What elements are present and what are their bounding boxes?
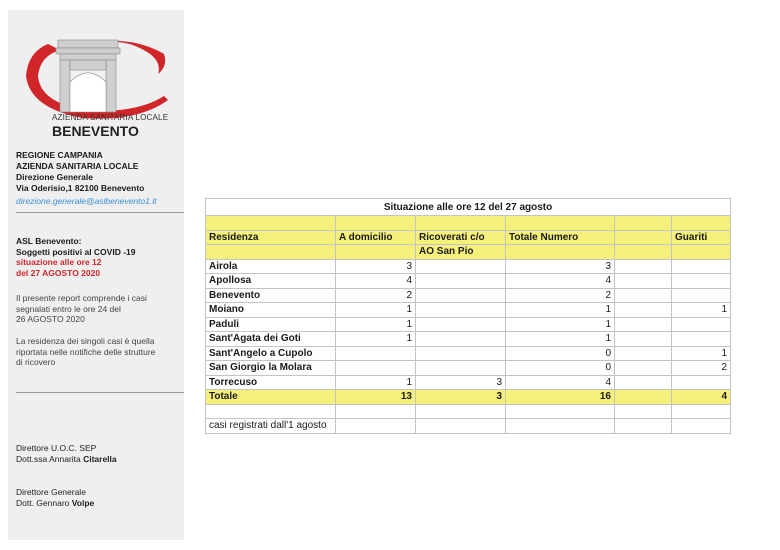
signer-name bbox=[16, 498, 94, 509]
total-cell: 16 bbox=[506, 390, 615, 405]
table-row bbox=[206, 375, 731, 390]
table-row bbox=[206, 288, 731, 303]
signer-prefix: Dott.ssa Annarita bbox=[16, 454, 84, 464]
note-line: La residenza dei singoli casi è quella bbox=[16, 336, 155, 346]
logo-title: BENEVENTO bbox=[52, 123, 139, 139]
header-cell: A domicilio bbox=[336, 230, 416, 245]
value-cell bbox=[336, 361, 416, 376]
value-cell bbox=[615, 303, 672, 318]
value-cell: 1 bbox=[336, 317, 416, 332]
value-cell: 2 bbox=[672, 361, 731, 376]
total-cell: 13 bbox=[336, 390, 416, 405]
value-cell: 1 bbox=[336, 303, 416, 318]
org-line: REGIONE CAMPANIA bbox=[16, 150, 103, 160]
header-cell: Ricoverati c/o bbox=[416, 230, 506, 245]
signer-surname: Volpe bbox=[71, 498, 95, 508]
value-cell bbox=[615, 332, 672, 347]
header-cell: Residenza bbox=[206, 230, 336, 245]
total-cell bbox=[615, 390, 672, 405]
value-cell bbox=[615, 317, 672, 332]
residence-cell: Benevento bbox=[206, 288, 336, 303]
note-line: 26 AGOSTO 2020 bbox=[16, 314, 85, 324]
residence-cell: Torrecuso bbox=[206, 375, 336, 390]
value-cell: 2 bbox=[336, 288, 416, 303]
table-row bbox=[206, 274, 731, 289]
note-line: segnalati entro le ore 24 del bbox=[16, 303, 121, 314]
sidebar-panel bbox=[8, 10, 184, 540]
table-spacer-row bbox=[206, 216, 731, 231]
value-cell bbox=[416, 288, 506, 303]
value-cell bbox=[416, 361, 506, 376]
value-cell bbox=[416, 332, 506, 347]
value-cell: 1 bbox=[506, 317, 615, 332]
residence-cell: Airola bbox=[206, 259, 336, 274]
signer-surname: Citarella bbox=[83, 454, 117, 464]
total-cell: 3 bbox=[416, 390, 506, 405]
value-cell: 0 bbox=[506, 361, 615, 376]
note-line: Il presente report comprende i casi bbox=[16, 293, 147, 303]
residence-note bbox=[16, 336, 186, 368]
residence-cell: Apollosa bbox=[206, 274, 336, 289]
table-subheader-row bbox=[206, 245, 731, 260]
value-cell bbox=[615, 274, 672, 289]
residence-cell: Sant'Agata dei Goti bbox=[206, 332, 336, 347]
report-time: situazione alle ore 12 bbox=[16, 257, 102, 267]
value-cell bbox=[336, 346, 416, 361]
report-date: del 27 AGOSTO 2020 bbox=[16, 267, 101, 278]
value-cell bbox=[672, 332, 731, 347]
signature-sep bbox=[16, 443, 117, 465]
table-header-row bbox=[206, 230, 731, 245]
table-title-row bbox=[206, 199, 731, 216]
value-cell bbox=[416, 346, 506, 361]
divider bbox=[16, 212, 184, 213]
signature-dg bbox=[16, 487, 94, 509]
note-line: di ricovero bbox=[16, 357, 56, 367]
value-cell bbox=[615, 375, 672, 390]
value-cell: 4 bbox=[506, 274, 615, 289]
header-cell: Totale Numero bbox=[506, 230, 615, 245]
value-cell bbox=[615, 259, 672, 274]
value-cell bbox=[416, 303, 506, 318]
footer-row bbox=[206, 419, 731, 434]
table-row bbox=[206, 303, 731, 318]
value-cell: 1 bbox=[506, 332, 615, 347]
value-cell bbox=[416, 259, 506, 274]
value-cell: 1 bbox=[672, 303, 731, 318]
value-cell bbox=[672, 317, 731, 332]
report-subtitle: Soggetti positivi al COVID -19 bbox=[16, 246, 136, 257]
footer-note: casi registrati dall'1 agosto bbox=[206, 419, 336, 434]
logo-caption: AZIENDA SANITARIA LOCALE bbox=[52, 113, 169, 122]
header-cell: Guariti bbox=[672, 230, 731, 245]
report-heading bbox=[16, 236, 136, 278]
signer-prefix: Dott. Gennaro bbox=[16, 498, 72, 508]
report-note bbox=[16, 293, 186, 325]
total-cell: 4 bbox=[672, 390, 731, 405]
signer-name bbox=[16, 454, 117, 465]
table-row bbox=[206, 317, 731, 332]
value-cell: 1 bbox=[506, 303, 615, 318]
email-link[interactable]: direzione.generale@aslbenevento1.it bbox=[16, 196, 157, 206]
value-cell bbox=[416, 274, 506, 289]
org-line: Via Oderisio,1 82100 Benevento bbox=[16, 183, 145, 193]
org-line: Direzione Generale bbox=[16, 172, 94, 182]
value-cell bbox=[672, 259, 731, 274]
report-title: ASL Benevento: bbox=[16, 236, 82, 246]
value-cell: 2 bbox=[506, 288, 615, 303]
value-cell: 3 bbox=[506, 259, 615, 274]
table-row bbox=[206, 346, 731, 361]
table-row bbox=[206, 259, 731, 274]
value-cell bbox=[615, 346, 672, 361]
value-cell bbox=[615, 361, 672, 376]
organization-address bbox=[16, 150, 144, 194]
residence-cell: Sant'Angelo a Cupolo bbox=[206, 346, 336, 361]
table-spacer-row bbox=[206, 404, 731, 419]
value-cell bbox=[672, 274, 731, 289]
value-cell: 3 bbox=[336, 259, 416, 274]
header-cell bbox=[615, 230, 672, 245]
value-cell: 4 bbox=[336, 274, 416, 289]
value-cell bbox=[615, 288, 672, 303]
table-row bbox=[206, 361, 731, 376]
value-cell: 4 bbox=[506, 375, 615, 390]
table-title: Situazione alle ore 12 del 27 agosto bbox=[206, 199, 731, 216]
value-cell: 1 bbox=[336, 375, 416, 390]
value-cell bbox=[672, 375, 731, 390]
value-cell bbox=[672, 288, 731, 303]
value-cell bbox=[416, 317, 506, 332]
note-line: riportata nelle notifiche delle strutture bbox=[16, 346, 156, 357]
total-cell: Totale bbox=[206, 390, 336, 405]
signer-role: Direttore U.O.C. SEP bbox=[16, 443, 97, 453]
residence-cell: Moiano bbox=[206, 303, 336, 318]
residence-cell: Paduli bbox=[206, 317, 336, 332]
org-line: AZIENDA SANITARIA LOCALE bbox=[16, 161, 139, 171]
table-row bbox=[206, 332, 731, 347]
header-cell: AO San Pio bbox=[416, 245, 506, 260]
total-row bbox=[206, 390, 731, 405]
signer-role: Direttore Generale bbox=[16, 487, 86, 497]
covid-cases-table bbox=[205, 198, 730, 434]
value-cell: 0 bbox=[506, 346, 615, 361]
divider bbox=[16, 392, 184, 393]
value-cell: 1 bbox=[672, 346, 731, 361]
residence-cell: San Giorgio la Molara bbox=[206, 361, 336, 376]
value-cell: 3 bbox=[416, 375, 506, 390]
value-cell: 1 bbox=[336, 332, 416, 347]
